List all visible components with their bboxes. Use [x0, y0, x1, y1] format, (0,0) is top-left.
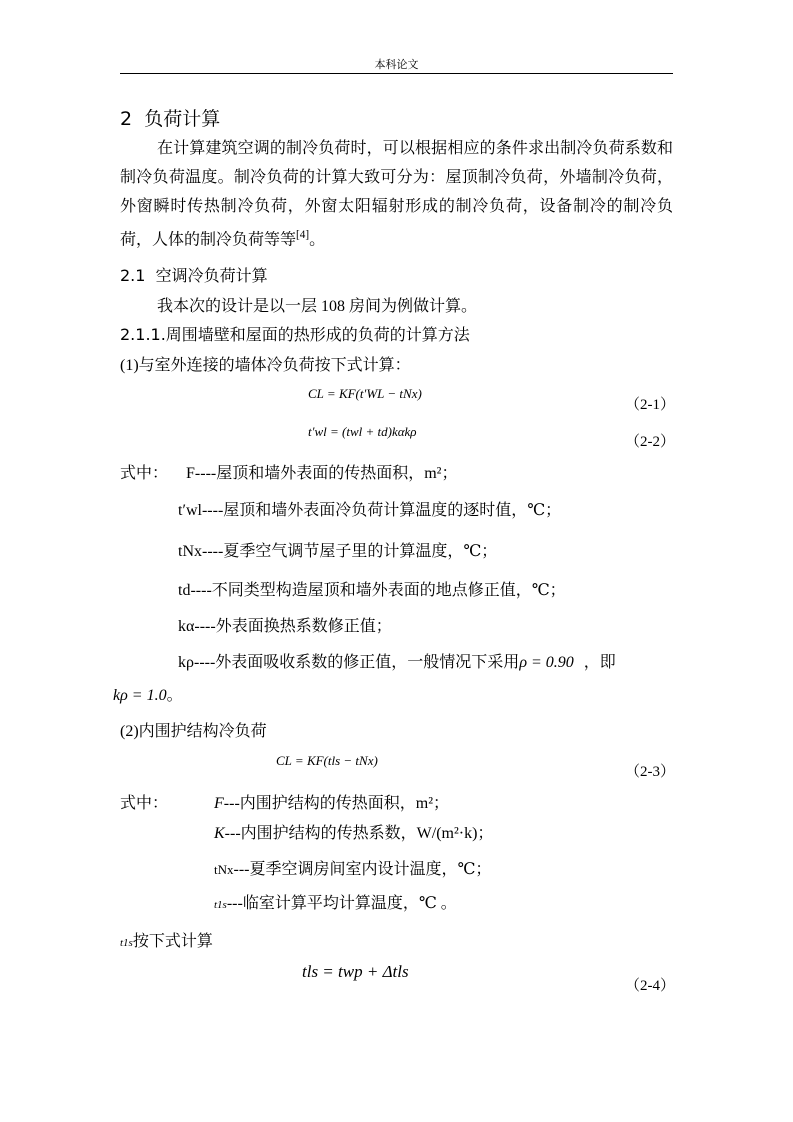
- where1-kp-line2: [113, 682, 183, 705]
- intro-end: 。: [309, 231, 326, 249]
- section-number: 2: [120, 108, 133, 130]
- K-desc: ---内围护结构的传热系数，W/(m²·k)；: [224, 825, 494, 842]
- kp-formula: kρ = 1.0: [113, 687, 167, 704]
- where1-td: [178, 577, 566, 600]
- kp-tail: ，即: [583, 654, 616, 671]
- where1-F: [186, 460, 457, 483]
- equation-2-1: CL = KF(t′WL − tNx): [308, 386, 422, 401]
- where1-twl: [178, 497, 561, 520]
- kp-end: 。: [166, 687, 183, 704]
- example-text: 我本次的设计是以一层 108 房间为例做计算。: [157, 298, 478, 315]
- twl-symbol: t′wl: [178, 502, 202, 519]
- ka-symbol: kα: [178, 618, 195, 635]
- td-symbol: td: [178, 582, 191, 599]
- calc-symbol: t1s: [120, 937, 133, 949]
- calc-line: [120, 928, 213, 951]
- rho-value: ρ = 0.90: [519, 654, 574, 671]
- equation-2-2-number: （2-2）: [625, 434, 675, 450]
- where2-tNx: [214, 856, 491, 879]
- F-symbol: F: [186, 465, 195, 482]
- item1-title: (1)与室外连接的墙体冷负荷按下式计算：: [120, 357, 411, 374]
- equation-2-2: t′wl = (twl + td)kαkρ: [308, 424, 417, 439]
- tNx2-desc: ---夏季空调房间室内设计温度，℃；: [233, 861, 492, 878]
- F2-desc: ---内围护结构的传热面积，m²；: [223, 795, 450, 812]
- intro-text: 在计算建筑空调的制冷负荷时，可以根据相应的条件求出制冷负荷系数和制冷负荷温度。制冷负荷的计算大致可分为：屋顶制冷负荷，外墙制冷负荷，外窗瞬时传热制冷负荷，外窗太阳辐射形成的制冷负荷，设备制冷的制冷负荷，人体的制冷负荷等等: [120, 140, 673, 249]
- t1s-symbol: t1s: [214, 899, 227, 911]
- equation-2-4: tls = twp + Δtls: [302, 962, 409, 981]
- where1-ka: [178, 613, 392, 636]
- F2-symbol: F: [214, 795, 224, 812]
- kp-desc: ----外表面吸收系数的修正值，一般情况下采用: [193, 654, 520, 671]
- equation-2-4-number: （2-4）: [625, 978, 675, 994]
- tNx-desc: ----夏季空气调节屋子里的计算温度，℃；: [202, 543, 498, 560]
- header-rule: [120, 73, 673, 74]
- where2-t1s: [214, 890, 457, 913]
- where1-tNx: [178, 538, 497, 561]
- K-symbol: K: [214, 825, 225, 842]
- subsection-number: 2.1: [120, 266, 146, 285]
- tNx2-symbol: tNx: [214, 862, 234, 877]
- twl-desc: ----屋顶和墙外表面冷负荷计算温度的逐时值，℃；: [201, 502, 562, 519]
- where1-lead: 式中：: [120, 465, 169, 482]
- where1-kp: [178, 649, 616, 672]
- intro-citation: [4]: [296, 229, 310, 241]
- equation-2-3-number: （2-3）: [625, 764, 675, 780]
- subsection-title: 空调冷负荷计算: [155, 266, 268, 285]
- item2-title: (2)内围护结构冷负荷: [120, 723, 267, 740]
- section-heading: [120, 104, 220, 131]
- calc-text: 按下式计算: [132, 933, 213, 950]
- t1s-desc: ---临室计算平均计算温度，℃ 。: [226, 895, 457, 912]
- ka-desc: ----外表面换热系数修正值；: [194, 618, 392, 635]
- kp-symbol: kρ: [178, 654, 194, 671]
- section-title: 负荷计算: [144, 108, 221, 130]
- F-desc: ----屋顶和墙外表面的传热面积，m²；: [194, 465, 458, 482]
- page-header: 本科论文: [374, 59, 419, 71]
- equation-2-1-number: （2-1）: [625, 397, 675, 413]
- subsection-heading: [120, 263, 268, 286]
- td-desc: ----不同类型构造屋顶和墙外表面的地点修正值，℃；: [190, 582, 566, 599]
- equation-2-3: CL = KF(tls − tNx): [276, 753, 378, 768]
- tNx-symbol: tNx: [178, 543, 202, 560]
- where2-K: [214, 820, 493, 843]
- intro-paragraph: [120, 134, 673, 254]
- where2-lead: 式中：: [120, 795, 169, 812]
- subsubsection-heading: 2.1.1.周围墙壁和屋面的热形成的负荷的计算方法: [120, 325, 470, 344]
- where2-F: [214, 790, 449, 813]
